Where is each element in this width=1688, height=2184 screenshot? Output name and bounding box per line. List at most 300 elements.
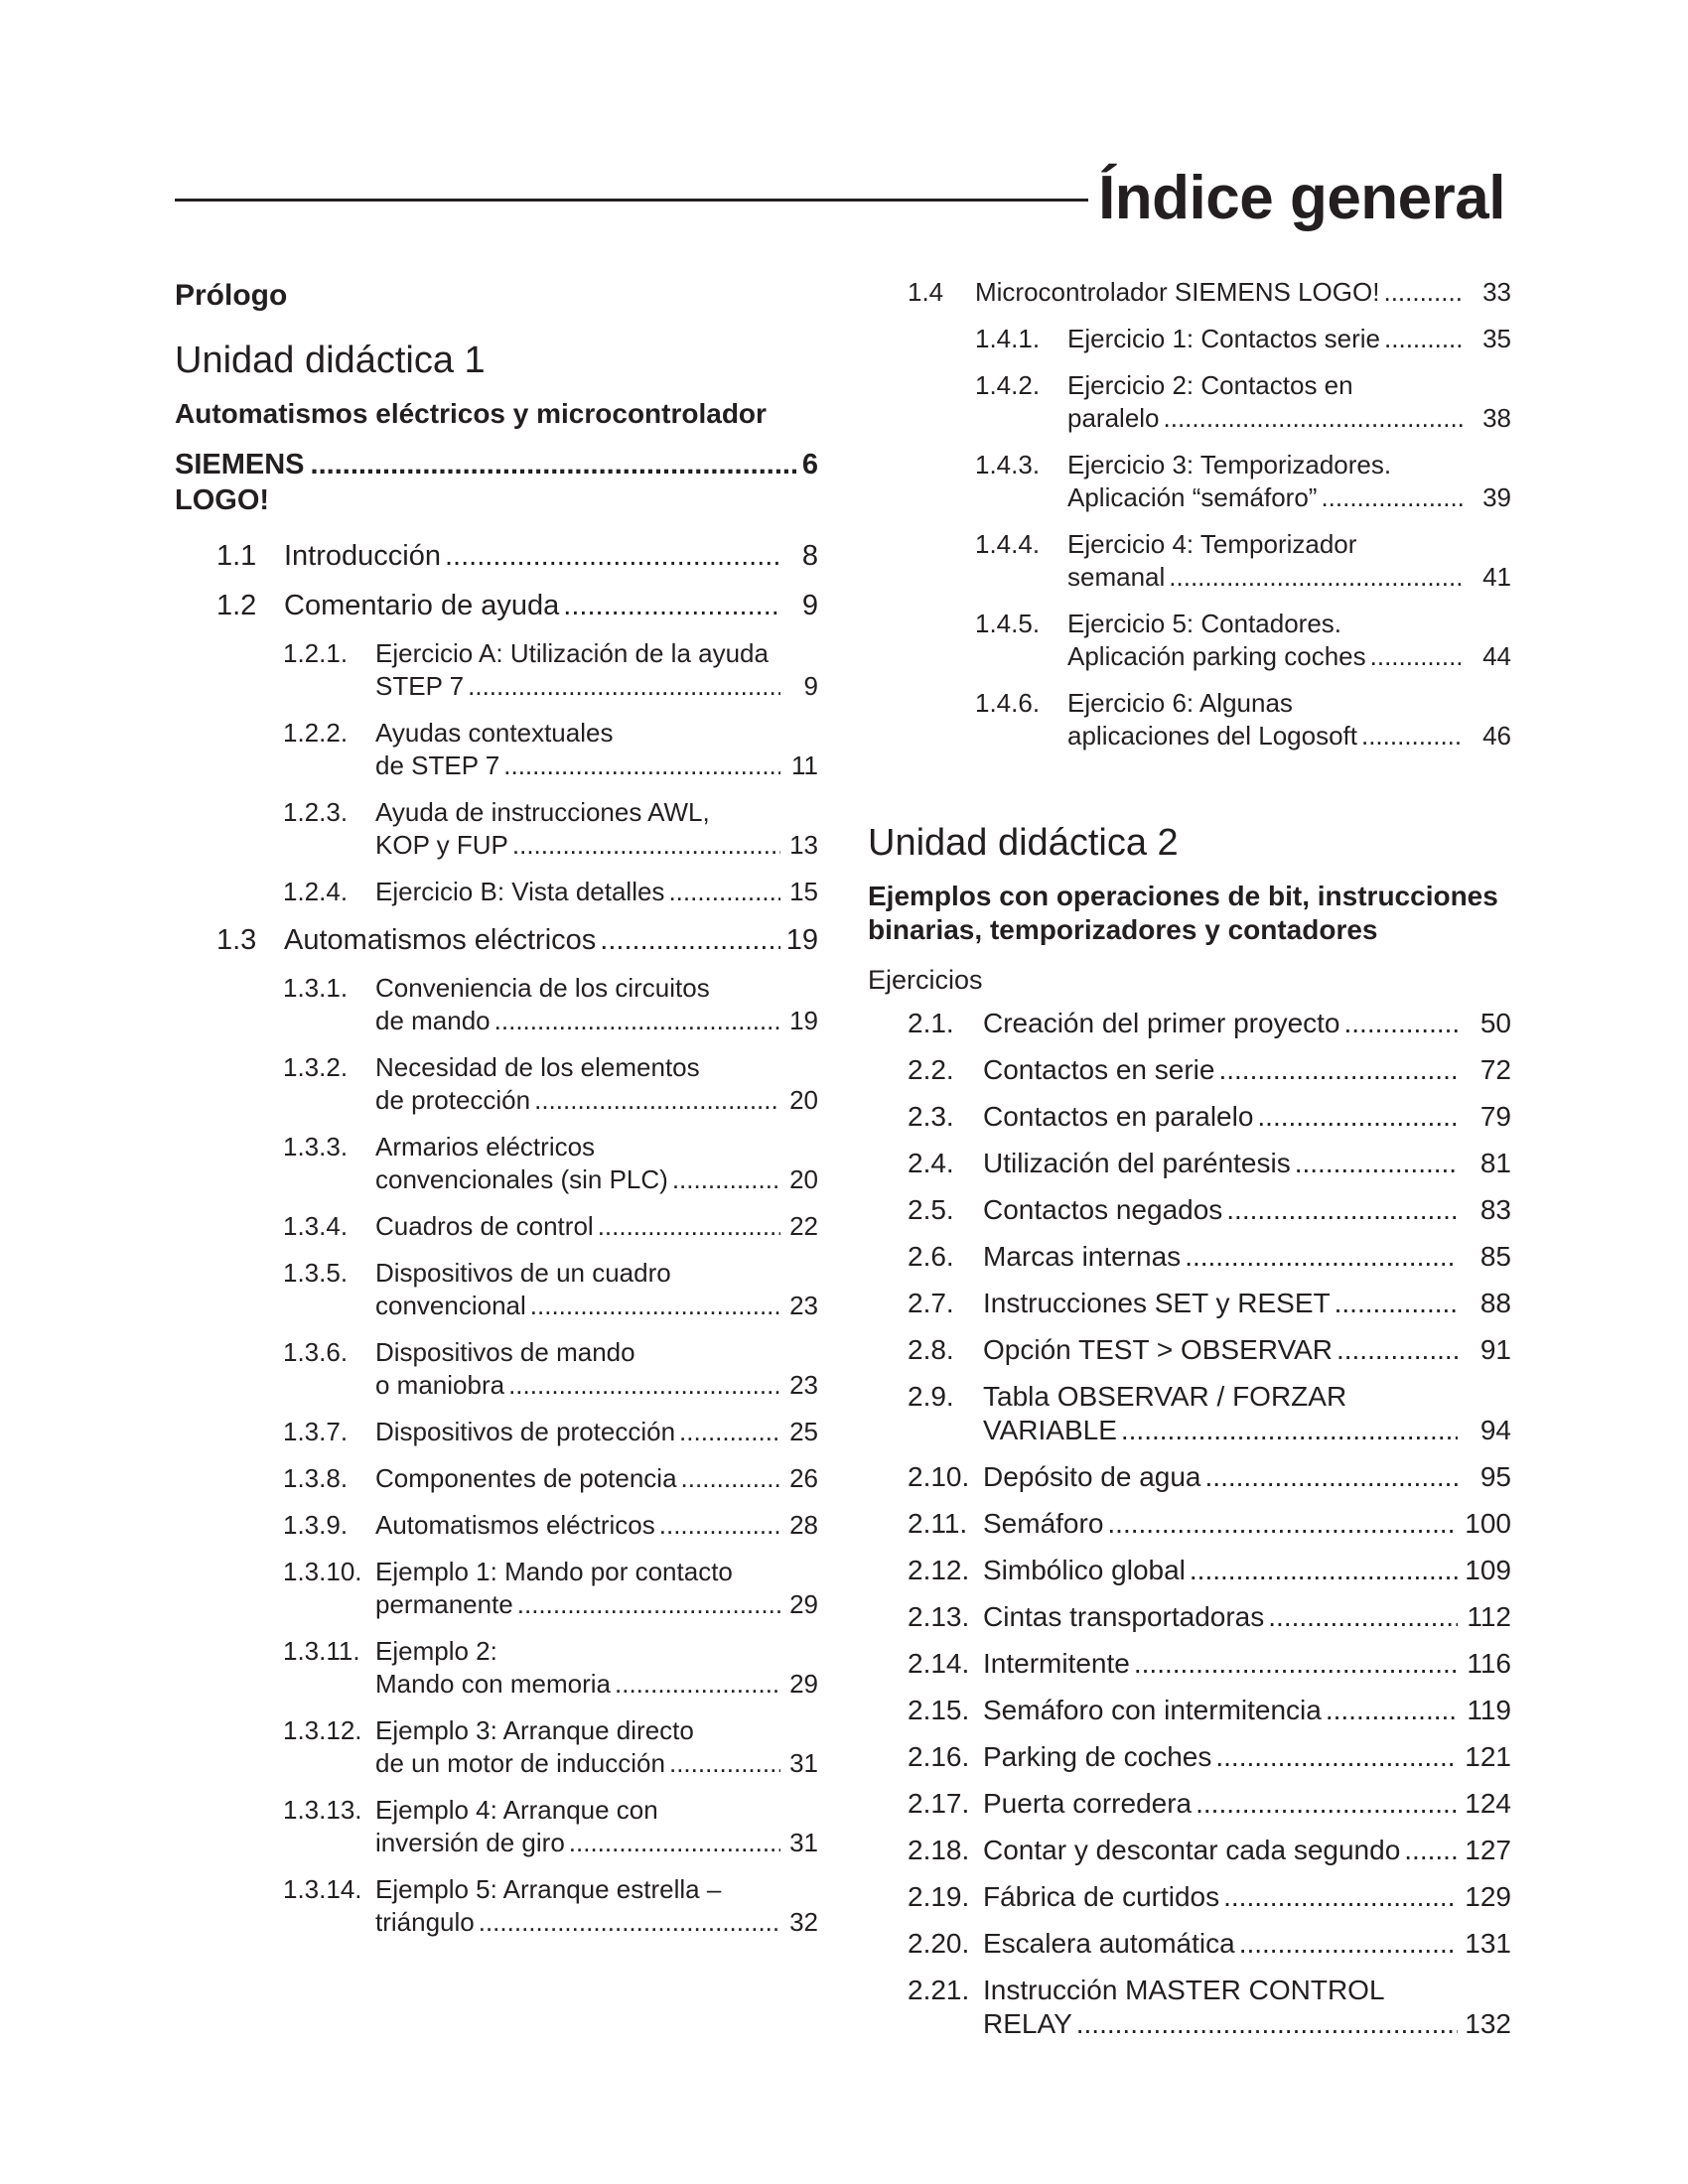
toc-entry[interactable] — [868, 1287, 1511, 1320]
toc-entry-line — [1067, 402, 1511, 435]
toc-entry[interactable] — [868, 1554, 1511, 1587]
toc-entry[interactable] — [868, 1007, 1511, 1040]
toc-entry[interactable] — [175, 1873, 818, 1939]
dot-leader — [1121, 1414, 1458, 1447]
toc-entry-number: 2.10. — [908, 1461, 970, 1492]
toc-entry-label: VARIABLE — [983, 1415, 1117, 1445]
toc-entry-line — [375, 1290, 818, 1322]
dot-leader — [679, 1416, 780, 1448]
toc-entry[interactable] — [868, 449, 1511, 514]
dot-leader — [1107, 1507, 1458, 1541]
toc-entry-number: 2.7. — [908, 1288, 954, 1318]
toc-entry[interactable] — [175, 1462, 818, 1495]
dot-leader — [1134, 1647, 1458, 1681]
toc-entry-page: 23 — [789, 1370, 818, 1400]
toc-entry-line — [1067, 687, 1511, 720]
dot-leader — [563, 588, 780, 623]
toc-entry-number: 1.4 — [908, 277, 944, 307]
toc-entry-page: 116 — [1467, 1648, 1511, 1679]
dot-leader — [1205, 1460, 1458, 1494]
toc-entry-number: 2.8. — [908, 1334, 954, 1365]
toc-entry-label: Fábrica de curtidos — [983, 1881, 1220, 1912]
toc-entry[interactable] — [175, 1257, 818, 1322]
toc-entry-line — [983, 1787, 1511, 1821]
toc-entry[interactable] — [868, 323, 1511, 355]
toc-entry-text — [375, 1210, 818, 1243]
toc-entry-label: convencionales (sin PLC) — [375, 1164, 668, 1194]
toc-entry-page: 127 — [1465, 1835, 1511, 1865]
dot-leader — [1268, 1600, 1458, 1634]
toc-entry-text — [983, 1380, 1511, 1447]
toc-entry-text — [983, 1460, 1511, 1494]
toc-entry-number: 1.4.3. — [975, 450, 1041, 479]
toc-entry-text — [983, 1694, 1511, 1727]
toc-entry[interactable] — [175, 1714, 818, 1780]
toc-entry-line — [375, 1873, 818, 1906]
toc-entry-number: 2.12. — [908, 1555, 970, 1585]
toc-entry-text — [983, 1787, 1511, 1821]
dot-leader — [681, 1462, 780, 1495]
dot-leader — [668, 876, 780, 908]
toc-entry-line — [1067, 449, 1511, 481]
dot-leader — [569, 1827, 780, 1859]
toc-entry[interactable] — [868, 1694, 1511, 1727]
toc-entry-page: 32 — [789, 1907, 818, 1937]
toc-entry[interactable] — [175, 717, 818, 782]
unit2-ejercicios-label: Ejercicios — [868, 965, 983, 995]
toc-entry-text — [983, 1240, 1511, 1274]
toc-entry[interactable] — [175, 588, 818, 623]
dot-leader — [1336, 1333, 1458, 1367]
dot-leader — [1321, 481, 1464, 514]
toc-entry-label: Ejemplo 5: Arranque estrella – — [375, 1874, 722, 1904]
toc-entry[interactable] — [868, 1507, 1511, 1541]
toc-entry-number: 1.3.14. — [283, 1874, 362, 1904]
unit1-subtitle-line2: SIEMENS LOGO! — [175, 449, 305, 516]
toc-entry-page: 29 — [789, 1589, 818, 1619]
toc-entry-line — [375, 1005, 818, 1037]
toc-entry[interactable] — [868, 1380, 1511, 1447]
toc-entry-label: de STEP 7 — [375, 751, 500, 780]
toc-entry[interactable] — [175, 922, 818, 958]
toc-entry-page: 39 — [1482, 482, 1511, 512]
toc-entry-page: 26 — [789, 1463, 818, 1493]
toc-entry-line — [983, 1507, 1511, 1541]
toc-entry-page: 9 — [803, 671, 818, 701]
toc-entry-text — [983, 1834, 1511, 1867]
toc-entry-text — [284, 588, 818, 623]
toc-entry-page: 29 — [789, 1669, 818, 1699]
toc-entry-line — [375, 1416, 818, 1448]
toc-entry-line — [1067, 640, 1511, 673]
toc-entry-label: Cintas transportadoras — [983, 1601, 1265, 1632]
toc-entry-number: 2.11. — [908, 1508, 968, 1539]
toc-entry[interactable] — [868, 1333, 1511, 1367]
toc-entry-label: aplicaciones del Logosoft — [1067, 721, 1357, 751]
toc-entry-label: Microcontrolador SIEMENS LOGO! — [975, 277, 1380, 307]
toc-entry-number: 1.3.3. — [283, 1132, 349, 1161]
toc-entry-page: 23 — [789, 1291, 818, 1320]
toc-entry-number: 2.17. — [908, 1788, 970, 1819]
toc-entry-text — [1067, 449, 1511, 514]
toc-entry-number: 2.20. — [908, 1928, 970, 1959]
toc-entry-text — [1067, 369, 1511, 435]
toc-entry[interactable] — [868, 687, 1511, 752]
toc-entry-page: 31 — [789, 1748, 818, 1778]
unit1-page: 6 — [801, 449, 818, 480]
toc-entry-label: Automatismos eléctricos — [375, 1510, 655, 1540]
toc-entry-label: Ejemplo 4: Arranque con — [375, 1795, 658, 1825]
toc-entry[interactable] — [868, 1147, 1511, 1180]
toc-entry-text — [375, 1635, 818, 1701]
unit1-title: Unidad didáctica 1 — [175, 340, 486, 381]
toc-entry-page: 41 — [1482, 562, 1511, 592]
toc-entry-line — [375, 670, 818, 703]
toc-entry-line — [983, 1554, 1511, 1587]
toc-entry-page: 13 — [789, 830, 818, 860]
toc-entry-number: 2.3. — [908, 1101, 954, 1132]
toc-entry-label: Puerta corredera — [983, 1788, 1193, 1819]
toc-entry-line — [983, 1147, 1511, 1180]
toc-entry-label: de un motor de inducción — [375, 1748, 665, 1778]
toc-entry[interactable] — [868, 1834, 1511, 1867]
toc-entry[interactable] — [868, 608, 1511, 673]
toc-entry[interactable] — [175, 1556, 818, 1621]
toc-entry[interactable] — [175, 796, 818, 862]
toc-entry-label: Ejemplo 2: — [375, 1636, 497, 1666]
toc-entry-page: 19 — [789, 1006, 818, 1035]
toc-entry-text — [375, 1509, 818, 1542]
toc-entry-line — [375, 1084, 818, 1117]
toc-prologo[interactable]: Prólogo — [175, 279, 288, 312]
toc-entry[interactable] — [868, 528, 1511, 594]
toc-entry-line — [375, 1210, 818, 1243]
toc-entry-line — [983, 1100, 1511, 1134]
toc-entry-text — [375, 1462, 818, 1495]
toc-entry-label: Ejercicio A: Utilización de la ayuda — [375, 638, 769, 668]
dot-leader — [494, 1005, 780, 1037]
toc-entry-label: de mando — [375, 1006, 491, 1035]
toc-entry-label: paralelo — [1067, 403, 1160, 433]
dot-leader — [1190, 1554, 1458, 1587]
toc-entry-line — [983, 1333, 1511, 1367]
toc-entry-page: 121 — [1465, 1741, 1511, 1772]
toc-entry[interactable] — [868, 1100, 1511, 1134]
toc-entry-text — [375, 1714, 818, 1780]
toc-entry-number: 2.19. — [908, 1881, 970, 1912]
toc-entry-label: Marcas internas — [983, 1241, 1182, 1272]
toc-entry[interactable] — [175, 637, 818, 703]
toc-entry-line — [284, 538, 818, 574]
toc-entry-text — [375, 1051, 818, 1117]
toc-entry-page: 91 — [1479, 1334, 1511, 1365]
toc-entry-number: 1.3 — [216, 924, 257, 956]
toc-entry[interactable] — [868, 1787, 1511, 1821]
toc-entry[interactable] — [175, 1131, 818, 1196]
toc-entry-label: Ejercicio 4: Temporizador — [1067, 529, 1357, 559]
toc-entry-line — [983, 1834, 1511, 1867]
toc-entry-text — [983, 1287, 1511, 1320]
dot-leader — [1239, 1927, 1458, 1961]
toc-entry-text — [983, 1100, 1511, 1134]
toc-entry-line — [375, 1747, 818, 1780]
dot-leader — [311, 447, 796, 482]
unit1-entry[interactable] — [175, 447, 818, 518]
toc-entry[interactable] — [868, 1740, 1511, 1774]
dot-leader — [615, 1668, 780, 1701]
toc-entry-label: de protección — [375, 1085, 531, 1115]
unit2-title: Unidad didáctica 2 — [868, 822, 1179, 864]
toc-entry[interactable] — [868, 1053, 1511, 1087]
toc-entry-text — [375, 1873, 818, 1939]
toc-entry[interactable] — [868, 1647, 1511, 1681]
toc-entry-page: 25 — [789, 1417, 818, 1446]
dot-leader — [517, 1588, 780, 1621]
toc-entry-line — [375, 1556, 818, 1588]
toc-entry-page: 94 — [1479, 1415, 1511, 1445]
toc-entry-label: STEP 7 — [375, 671, 465, 701]
unit2-subtitle-line: Ejemplos con operaciones de bit, instrucciones — [868, 881, 1498, 911]
toc-entry-text — [983, 1147, 1511, 1180]
toc-entry-line — [375, 1131, 818, 1163]
toc-entry-label: Aplicación parking coches — [1067, 641, 1366, 671]
toc-entry-label: Armarios eléctricos — [375, 1132, 596, 1161]
toc-entry-line — [983, 1880, 1511, 1914]
dot-leader — [600, 922, 780, 958]
toc-entry-label: Semáforo con intermitencia — [983, 1695, 1322, 1725]
toc-entry-label: Ejemplo 1: Mando por contacto — [375, 1557, 733, 1586]
toc-entry-line — [375, 1462, 818, 1495]
page-header — [175, 159, 1505, 238]
toc-entry-number: 1.3.6. — [283, 1337, 349, 1367]
toc-entry-page: 131 — [1465, 1928, 1511, 1959]
toc-entry-line — [1067, 528, 1511, 561]
toc-entry-text — [983, 1507, 1511, 1541]
toc-entry-label: triángulo — [375, 1907, 475, 1937]
dot-leader — [659, 1509, 780, 1542]
toc-entry-label: Conveniencia de los circuitos — [375, 973, 710, 1003]
dot-leader — [1344, 1007, 1459, 1040]
dot-leader — [1215, 1740, 1458, 1774]
dot-leader — [479, 1906, 780, 1939]
toc-entry-page: 44 — [1482, 641, 1511, 671]
toc-entry-line — [983, 1647, 1511, 1681]
toc-entry-number: 1.2 — [216, 590, 257, 621]
toc-entry-line — [983, 1974, 1511, 2007]
toc-entry-line — [375, 1163, 818, 1196]
toc-entry-label: KOP y FUP — [375, 830, 508, 860]
toc-entry-text — [983, 1974, 1511, 2041]
dot-leader — [445, 538, 780, 574]
toc-entry-number: 1.3.9. — [283, 1510, 349, 1540]
toc-entry-text — [375, 1556, 818, 1621]
toc-entry-page: 83 — [1479, 1194, 1511, 1225]
toc-entry[interactable] — [175, 1509, 818, 1542]
toc-entry-number: 1.4.6. — [975, 688, 1041, 718]
toc-entry-label: Ejemplo 3: Arranque directo — [375, 1715, 694, 1745]
toc-entry-number: 2.14. — [908, 1648, 970, 1679]
toc-entry-line — [983, 1007, 1511, 1040]
toc-entry-text — [975, 276, 1511, 309]
toc-entry-page: 112 — [1467, 1601, 1511, 1632]
dot-leader — [1218, 1053, 1458, 1087]
dot-leader — [530, 1290, 780, 1322]
toc-entry-label: Depósito de agua — [983, 1461, 1201, 1492]
toc-entry-number: 1.1 — [216, 540, 257, 572]
unit1-subtitle-line: Automatismos eléctricos y microcontrolador — [175, 398, 767, 429]
toc-entry-line — [375, 1668, 818, 1701]
toc-entry-label: Opción TEST > OBSERVAR — [983, 1334, 1333, 1365]
toc-entry-number: 1.3.12. — [283, 1715, 362, 1745]
toc-entry-label: Ayudas contextuales — [375, 718, 614, 748]
toc-entry-label: Creación del primer proyecto — [983, 1008, 1340, 1038]
toc-entry-label: Ejercicio B: Vista detalles — [375, 877, 665, 906]
toc-entry-label: Mando con memoria — [375, 1669, 611, 1699]
toc-entry[interactable] — [175, 1210, 818, 1243]
dot-leader — [1295, 1147, 1458, 1180]
toc-entry-page: 119 — [1467, 1695, 1511, 1725]
dot-leader — [1361, 720, 1464, 752]
dot-leader — [534, 1084, 780, 1117]
toc-entry-line — [1067, 481, 1511, 514]
toc-entry[interactable] — [868, 1927, 1511, 1961]
toc-entry-label: Escalera automática — [983, 1928, 1235, 1959]
toc-entry-line — [375, 972, 818, 1005]
toc-entry[interactable] — [868, 1240, 1511, 1274]
toc-entry-line — [983, 1380, 1511, 1414]
toc-entry-label: Aplicación “semáforo” — [1067, 482, 1318, 512]
unit2-subtitle — [868, 880, 1511, 947]
toc-entry-number: 2.1. — [908, 1008, 954, 1038]
toc-entry[interactable] — [868, 1974, 1511, 2041]
toc-entry-page: 81 — [1479, 1148, 1511, 1178]
toc-entry-page: 109 — [1465, 1555, 1511, 1585]
toc-entry-line — [375, 1336, 818, 1369]
toc-entry-label: Contactos en serie — [983, 1054, 1215, 1085]
toc-entry-page: 8 — [801, 540, 818, 572]
toc-entry[interactable] — [868, 276, 1511, 309]
toc-entry-label: Intermitente — [983, 1648, 1130, 1679]
toc-entry-label: inversión de giro — [375, 1828, 565, 1857]
toc-entry[interactable] — [175, 1336, 818, 1402]
toc-entry-number: 1.3.2. — [283, 1052, 349, 1082]
dot-leader — [1370, 640, 1464, 673]
toc-entry-line — [375, 829, 818, 862]
toc-entry-label: RELAY — [983, 2008, 1072, 2039]
dot-leader — [1257, 1100, 1458, 1134]
toc-left-column — [175, 276, 818, 1953]
toc-entry-line — [375, 1051, 818, 1084]
dot-leader — [1223, 1880, 1458, 1914]
toc-entry[interactable] — [175, 1051, 818, 1117]
toc-entry-page: 22 — [789, 1211, 818, 1241]
toc-entry-label: Simbólico global — [983, 1555, 1186, 1585]
toc-entry-page: 124 — [1465, 1788, 1511, 1819]
toc-entry-line — [375, 1794, 818, 1827]
toc-entry-line — [983, 1694, 1511, 1727]
toc-entry[interactable] — [868, 1460, 1511, 1494]
toc-entry[interactable] — [175, 972, 818, 1037]
dot-leader — [1076, 2007, 1458, 2041]
toc-entry-line — [375, 637, 818, 670]
toc-entry-line — [375, 1257, 818, 1290]
toc-entry-line — [375, 750, 818, 782]
toc-entry-line — [375, 1369, 818, 1402]
toc-entry-page: 100 — [1465, 1508, 1511, 1539]
toc-entry-number: 1.4.2. — [975, 370, 1041, 400]
toc-entry-label: Ayuda de instrucciones AWL, — [375, 797, 710, 827]
toc-entry[interactable] — [175, 538, 818, 574]
toc-entry-page: 95 — [1479, 1461, 1511, 1492]
toc-entry-text — [375, 1794, 818, 1859]
toc-entry-line — [983, 1740, 1511, 1774]
toc-entry-text — [375, 972, 818, 1037]
toc-entry-label: Semáforo — [983, 1508, 1104, 1539]
toc-entry-text — [375, 1336, 818, 1402]
toc-entry[interactable] — [868, 369, 1511, 435]
dot-leader — [512, 829, 780, 862]
dot-leader — [1383, 276, 1464, 309]
toc-entry-label: Dispositivos de mando — [375, 1337, 635, 1367]
toc-entry-text — [1067, 687, 1511, 752]
toc-entry-label: Ejercicio 6: Algunas — [1067, 688, 1293, 718]
toc-entry[interactable] — [868, 1880, 1511, 1914]
toc-entry-number: 2.21. — [908, 1975, 970, 2005]
toc-exercises — [868, 1007, 1511, 2041]
toc-entry-text — [284, 538, 818, 574]
toc-entry-number: 1.3.5. — [283, 1258, 349, 1288]
toc-entry-number: 1.3.10. — [283, 1557, 362, 1586]
toc-entry-line — [375, 1714, 818, 1747]
toc-entry-label: Cuadros de control — [375, 1211, 594, 1241]
toc-entry-line — [983, 1414, 1511, 1447]
toc-entry[interactable] — [175, 876, 818, 908]
toc-entry[interactable] — [868, 1193, 1511, 1227]
toc-entry-label: Contactos en paralelo — [983, 1101, 1254, 1132]
toc-entry-number: 1.4.1. — [975, 324, 1041, 353]
toc-entry-label: convencional — [375, 1291, 526, 1320]
toc-entry-number: 2.16. — [908, 1741, 970, 1772]
toc-entry[interactable] — [175, 1794, 818, 1859]
toc-right-entries — [868, 276, 1511, 752]
toc-entry[interactable] — [175, 1635, 818, 1701]
toc-entry-line — [284, 922, 818, 958]
toc-entry-text — [983, 1880, 1511, 1914]
toc-entry[interactable] — [175, 1416, 818, 1448]
page-title: Índice general — [1098, 164, 1505, 232]
toc-entry-text — [375, 1131, 818, 1196]
toc-entry-text — [375, 796, 818, 862]
dot-leader — [1185, 1240, 1458, 1274]
toc-entry-number: 2.6. — [908, 1241, 954, 1272]
toc-entry-text — [983, 1740, 1511, 1774]
toc-entry-label: Componentes de potencia — [375, 1463, 677, 1493]
toc-entry-number: 2.9. — [908, 1381, 954, 1412]
toc-entry-line — [375, 1588, 818, 1621]
toc-entry-text — [983, 1333, 1511, 1367]
dot-leader — [1164, 402, 1464, 435]
toc-entry-line — [983, 1193, 1511, 1227]
toc-right-column — [868, 276, 1511, 2054]
toc-entry-number: 1.3.4. — [283, 1211, 349, 1241]
toc-entry-line — [375, 1635, 818, 1668]
toc-entry-number: 1.3.11. — [283, 1636, 360, 1666]
toc-entry-text — [1067, 608, 1511, 673]
toc-entry-text — [375, 1257, 818, 1322]
toc-entry-text — [983, 1600, 1511, 1634]
toc-entry-line — [983, 1927, 1511, 1961]
toc-entry[interactable] — [868, 1600, 1511, 1634]
